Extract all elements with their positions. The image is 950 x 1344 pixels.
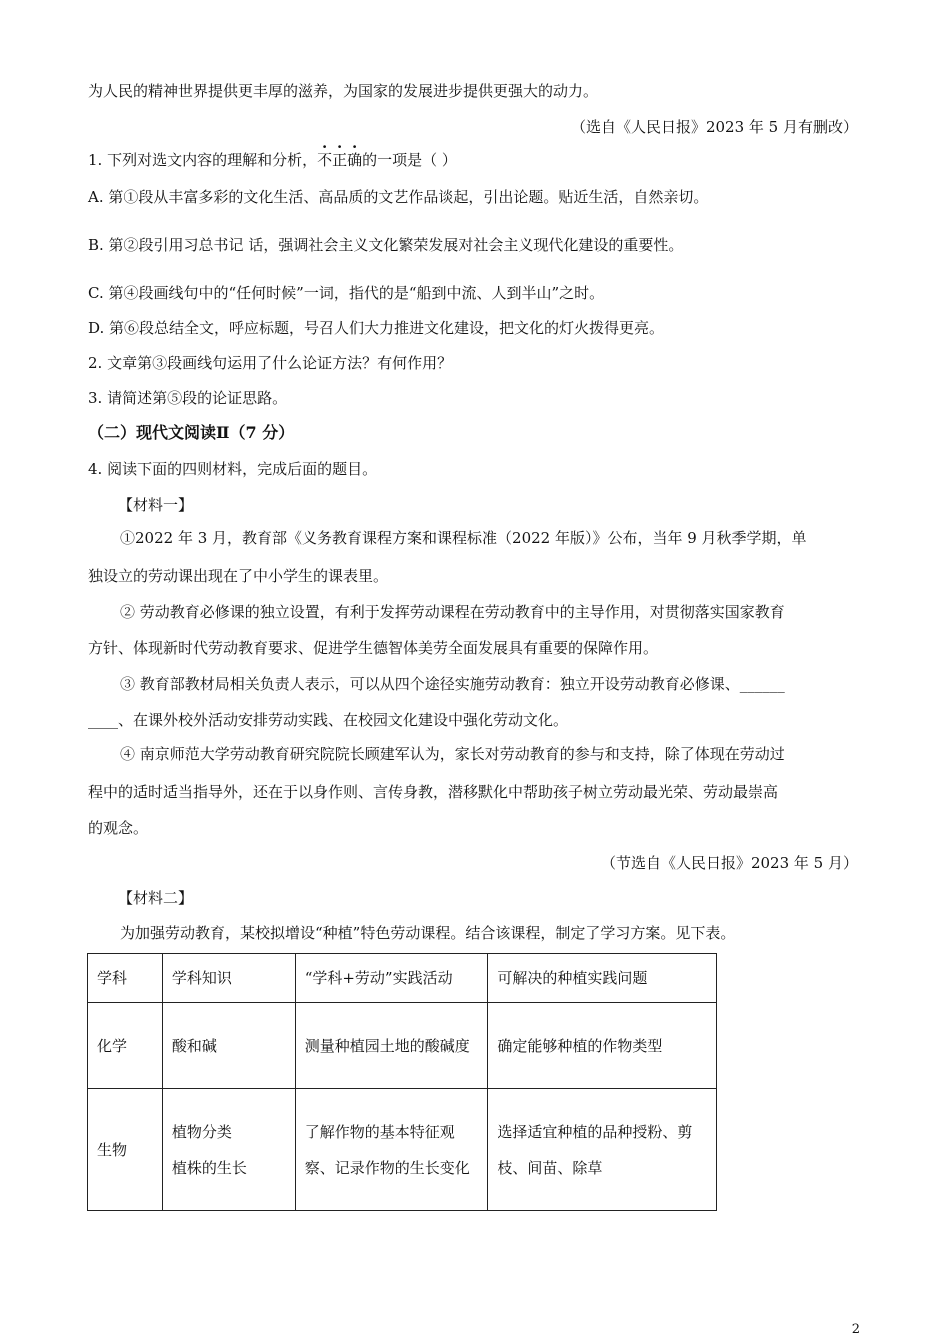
question-3: 3. 请简述第⑤段的论证思路。 bbox=[88, 389, 288, 407]
option-a: A. 第①段从丰富多彩的文化生活、高品质的文艺作品谈起，引出论题。贴近生活，自然亲切。 bbox=[88, 188, 709, 206]
source-citation: （节选自《人民日报》2023 年 5 月） bbox=[600, 854, 858, 872]
table-row bbox=[88, 1003, 717, 1089]
table-header-cell: 可解决的种植实践问题 bbox=[488, 954, 717, 1003]
table-cell: 酸和碱 bbox=[162, 1003, 295, 1089]
emphasis-char: 确 bbox=[347, 151, 363, 169]
paragraph-line: 方针、体现新时代劳动教育要求、促进学生德智体美劳全面发展具有重要的保障作用。 bbox=[88, 639, 659, 657]
table-cell: 确定能够种植的作物类型 bbox=[488, 1003, 717, 1089]
table-header-cell: 学科 bbox=[88, 954, 163, 1003]
knowledge-item: 植物分类 bbox=[171, 1122, 232, 1141]
option-d: D. 第⑥段总结全文，呼应标题，号召人们大力推进文化建设，把文化的灯火拨得更亮。 bbox=[88, 319, 665, 337]
page-number: 2 bbox=[851, 1322, 860, 1337]
table-cell: 了解作物的基本特征观察、记录作物的生长变化 bbox=[295, 1089, 488, 1211]
table-cell: 测量种植园土地的酸碱度 bbox=[295, 1003, 488, 1089]
question-4: 4. 阅读下面的四则材料，完成后面的题目。 bbox=[88, 460, 378, 478]
paragraph-line: ③ 教育部教材局相关负责人表示，可以从四个途径实施劳动教育：独立开设劳动教育必修课、______ bbox=[120, 675, 785, 693]
table-cell bbox=[162, 1089, 295, 1211]
question-1-prefix: 1. 下列对选文内容的理解和分析， bbox=[88, 151, 318, 169]
option-b: B. 第②段引用习总书记 话，强调社会主义文化繁荣发展对社会主义现代化建设的重要性。 bbox=[88, 236, 684, 254]
table-cell: 生物 bbox=[88, 1089, 163, 1211]
question-2: 2. 文章第③段画线句运用了什么论证方法？有何作用？ bbox=[88, 354, 453, 372]
table-header-cell: 学科知识 bbox=[162, 954, 295, 1003]
paragraph-line: ____、在课外校外活动安排劳动实践、在校园文化建设中强化劳动文化。 bbox=[88, 711, 569, 729]
paragraph-line: ④ 南京师范大学劳动教育研究院院长顾建军认为，家长对劳动教育的参与和支持，除了体现在劳动过 bbox=[120, 745, 785, 763]
text-line: 为人民的精神世界提供更丰厚的滋养，为国家的发展进步提供更强大的动力。 bbox=[88, 82, 599, 100]
paragraph-line: 程中的适时适当指导外，还在于以身作则、言传身教，潜移默化中帮助孩子树立劳动最光荣、劳动最崇高 bbox=[88, 783, 779, 801]
question-1-suffix: 的一项是（ ） bbox=[362, 151, 457, 169]
table-row bbox=[88, 1089, 717, 1211]
source-citation: （选自《人民日报》2023 年 5 月有删改） bbox=[570, 118, 858, 136]
paragraph-line: 独设立的劳动课出现在了中小学生的课表里。 bbox=[88, 567, 389, 585]
table-cell: 化学 bbox=[88, 1003, 163, 1089]
question-1 bbox=[88, 150, 457, 170]
table-header-row bbox=[88, 954, 717, 1003]
material-2-title: 【材料二】 bbox=[118, 889, 194, 907]
material-2-intro: 为加强劳动教育，某校拟增设“种植”特色劳动课程。结合该课程，制定了学习方案。见下表。 bbox=[120, 924, 736, 942]
paragraph-line: ①2022 年 3 月，教育部《义务教育课程方案和课程标准（2022 年版）》公布，当年 9 月秋季学期，单 bbox=[120, 529, 807, 547]
knowledge-item: 植株的生长 bbox=[171, 1158, 247, 1177]
paragraph-line: ② 劳动教育必修课的独立设置，有利于发挥劳动课程在劳动教育中的主导作用，对贯彻落实国家教育 bbox=[120, 603, 785, 621]
emphasis-char: 正 bbox=[332, 151, 348, 169]
option-c: C. 第④段画线句中的“任何时候”一词，指代的是“船到中流、人到半山”之时。 bbox=[88, 284, 605, 302]
material-1-title: 【材料一】 bbox=[118, 496, 194, 514]
table-cell: 选择适宜种植的品种授粉、剪枝、间苗、除草 bbox=[488, 1089, 717, 1211]
paragraph-line: 的观念。 bbox=[88, 819, 149, 837]
study-plan-table bbox=[87, 953, 717, 1211]
emphasis-char: 不 bbox=[317, 151, 333, 169]
table-header-cell: “学科+劳动”实践活动 bbox=[295, 954, 488, 1003]
section-heading: （二）现代文阅读Ⅱ（7 分） bbox=[88, 423, 295, 442]
